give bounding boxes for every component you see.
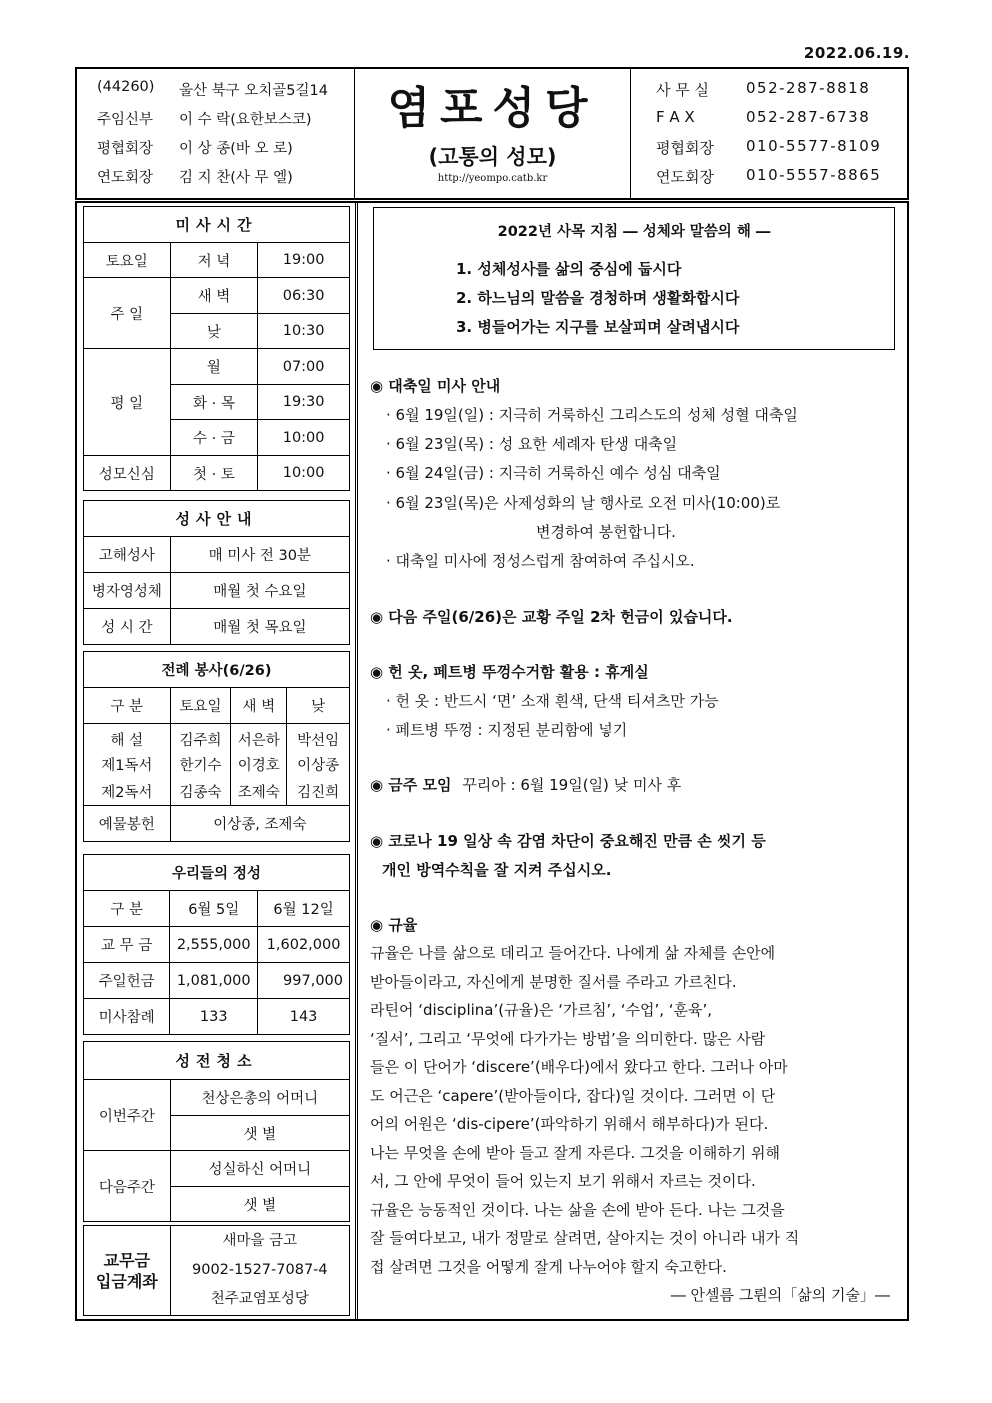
feast-heading: ◉ 대축일 미사 안내	[370, 377, 501, 395]
offering-label: 예물봉헌	[84, 806, 171, 842]
text-line: 어의 어원은 ‘dis-cipere’(파악하기 위해서 해부하다)가 된다.	[370, 1115, 769, 1133]
name-cell: 한기수	[170, 751, 231, 778]
time-cell: 10:00	[258, 456, 350, 491]
address-row	[97, 79, 354, 108]
table-title: 미사시간	[84, 207, 350, 243]
col-header: 토요일	[170, 688, 231, 724]
parish-title-block	[355, 69, 631, 198]
liturgy-table	[83, 651, 350, 842]
account-holder: 천주교염포성당	[210, 1291, 309, 1307]
table-title: 성전청소	[84, 1042, 350, 1080]
text-line: 서, 그 안에 무엇이 들어 있는지 보기 위해서 자르는 것이다.	[370, 1172, 756, 1190]
day-cell: 평 일	[84, 349, 171, 456]
text-line: 접 살려면 그것을 어떻게 잘게 나누어야 할지 숙고한다.	[370, 1257, 727, 1276]
label: 사 무 실	[656, 81, 710, 99]
col-header: 구 분	[84, 688, 171, 724]
table-title: 성사안내	[84, 501, 350, 537]
account-label	[84, 1226, 171, 1316]
name-cell: 김진희	[287, 778, 350, 806]
col-header: 구 분	[84, 891, 170, 927]
amount-cell: 997,000	[258, 963, 350, 999]
label: 연도회장	[97, 170, 154, 186]
label-cell: 병자영성체	[84, 573, 171, 609]
column-divider	[357, 203, 358, 1319]
value: 052-287-8818	[746, 79, 871, 97]
week-label: 다음주간	[84, 1151, 171, 1222]
sacrament-table	[83, 500, 350, 645]
name-cell: 이상종	[287, 751, 350, 778]
week-label: 이번주간	[84, 1080, 171, 1151]
feast-item: · 6월 23일(목)은 사제성화의 날 행사로 오전 미사(10:00)로	[386, 494, 781, 512]
parish-info	[77, 69, 355, 198]
slot-cell: 수 · 금	[170, 420, 258, 456]
team-cell: 성실하신 어머니	[170, 1151, 349, 1187]
team-cell: 샛 별	[170, 1116, 349, 1151]
parish-title: 염포성당	[387, 83, 598, 134]
slot-cell: 화 · 목	[170, 385, 258, 420]
col-header: 6월 12일	[258, 891, 350, 927]
label-cell: 고해성사	[84, 537, 171, 573]
donation-table	[83, 854, 350, 1035]
text-line: 도 어근은 ‘capere’(받아들이다, 잡다)일 것이다. 그러면 이 단	[370, 1086, 776, 1105]
meeting-heading: ◉ 금주 모임	[370, 776, 452, 794]
label: 주임신부	[97, 112, 154, 128]
value: 울산 북구 오치골5길14	[179, 83, 328, 99]
time-cell: 19:30	[258, 385, 350, 420]
label: (44260)	[97, 79, 155, 95]
text-line: 규율은 나를 삶으로 데리고 들어간다. 나에게 삶 자체를 손안에	[370, 944, 776, 962]
account-label-line1: 교무금	[103, 1250, 151, 1270]
council-row	[97, 137, 354, 166]
role-cell: 제1독서	[84, 751, 171, 778]
column-divider	[355, 203, 356, 1319]
label: F A X	[656, 108, 695, 126]
account-number: 9002-1527-7087-4	[192, 1262, 328, 1278]
value: 010-5577-8109	[746, 137, 882, 155]
amount-cell: 1,602,000	[258, 927, 350, 963]
label: 연도회장	[656, 168, 714, 186]
slot-cell: 첫 · 토	[170, 456, 258, 491]
slot-cell: 저 녁	[170, 243, 258, 278]
text-line: 잘 들여다보고, 내가 정말로 살려면, 살아지는 것이 아니라 내가 직	[370, 1229, 800, 1247]
discipline-source: ― 안셀름 그륀의「삶의 기술」―	[670, 1286, 890, 1304]
team-cell: 천상은총의 어머니	[170, 1080, 349, 1116]
label: 평협회장	[97, 141, 154, 157]
text-line: 나는 무엇을 손에 받아 들고 잘게 자른다. 그것을 이해하기 위해	[370, 1143, 780, 1162]
time-cell: 19:00	[258, 243, 350, 278]
name-cell: 박선임	[287, 724, 350, 751]
account-table	[83, 1225, 350, 1316]
text-line: 규율은 능동적인 것이다. 나는 삶을 손에 받아 든다. 나는 그것을	[370, 1200, 785, 1219]
council-phone-row	[656, 137, 907, 166]
mass-times-table	[83, 206, 350, 491]
value-cell: 매월 첫 목요일	[170, 609, 349, 645]
col-header: 새 벽	[231, 688, 287, 724]
pastor-row	[97, 108, 354, 137]
label-cell: 주일헌금	[84, 963, 170, 999]
header	[75, 67, 909, 200]
prayer-group-row	[97, 166, 354, 195]
label-cell: 성 시 간	[84, 609, 171, 645]
role-cell: 제2독서	[84, 778, 171, 806]
value: 이 수 락(요한보스코)	[179, 112, 312, 128]
offering-value: 이상종, 조제숙	[170, 806, 349, 842]
name-cell: 서은하	[231, 724, 287, 751]
name-cell: 조제숙	[231, 778, 287, 806]
day-cell: 성모신심	[84, 456, 171, 491]
corona-notice-line1: ◉ 코로나 19 일상 속 감염 차단이 중요해진 만큼 손 씻기 등	[370, 832, 766, 850]
corona-notice-line2: 개인 방역수칙을 잘 지켜 주십시오.	[382, 861, 612, 879]
pastoral-policy-box	[373, 207, 895, 350]
text-line: 받아들이라고, 자신에게 분명한 질서를 주라고 가르친다.	[370, 972, 737, 991]
value-cell: 매월 첫 수요일	[170, 573, 349, 609]
prayer-phone-row	[656, 166, 907, 195]
recycling-item: · 페트병 뚜껑 : 지정된 분리함에 넣기	[386, 721, 628, 739]
feast-item: · 6월 24일(금) : 지극히 거룩하신 예수 성심 대축일	[386, 464, 721, 482]
office-row	[656, 79, 907, 108]
slot-cell: 새 벽	[170, 278, 258, 314]
parish-subtitle: (고통의 성모)	[428, 145, 557, 169]
discipline-heading: ◉ 규율	[370, 916, 418, 934]
time-cell: 10:00	[258, 420, 350, 456]
label: 평협회장	[656, 139, 714, 157]
slot-cell: 월	[170, 349, 258, 385]
feast-item-continued: 변경하여 봉헌합니다.	[536, 523, 676, 541]
value: 052-287-6738	[746, 108, 871, 126]
col-header: 낮	[287, 688, 350, 724]
slot-cell: 낮	[170, 314, 258, 349]
contact-info	[631, 69, 907, 198]
time-cell: 10:30	[258, 314, 350, 349]
amount-cell: 1,081,000	[170, 963, 258, 999]
day-cell: 토요일	[84, 243, 171, 278]
team-cell: 샛 별	[170, 1187, 349, 1222]
role-cell: 해 설	[84, 724, 171, 751]
policy-item: 1. 성체성사를 삶의 중심에 둡시다	[456, 260, 682, 278]
feast-item: · 6월 19일(일) : 지극히 거룩하신 그리스도의 성체 성혈 대축일	[386, 406, 798, 424]
bulletin-date: 2022.06.19.	[803, 44, 910, 62]
discipline-text	[370, 939, 902, 1310]
day-cell: 주 일	[84, 278, 171, 349]
cleaning-table	[83, 1041, 350, 1222]
name-cell: 김주희	[170, 724, 231, 751]
account-details	[170, 1226, 349, 1316]
name-cell: 이경호	[231, 751, 287, 778]
count-cell: 133	[170, 999, 258, 1035]
value-cell: 매 미사 전 30분	[170, 537, 349, 573]
table-title: 전례 봉사(6/26)	[84, 652, 350, 688]
time-cell: 06:30	[258, 278, 350, 314]
amount-cell: 2,555,000	[170, 927, 258, 963]
count-cell: 143	[258, 999, 350, 1035]
col-header: 6월 5일	[170, 891, 258, 927]
value: 이 상 종(바 오 로)	[179, 141, 293, 157]
policy-item: 3. 병들어가는 지구를 보살피며 살려냅시다	[456, 318, 740, 336]
policy-title: 2022년 사목 지침 ― 성체와 말씀의 해 ―	[497, 224, 771, 240]
text-line: ‘질서’, 그리고 ‘무엇에 다가가는 방법’을 의미한다. 많은 사람	[370, 1029, 766, 1048]
label-cell: 교 무 금	[84, 927, 170, 963]
text-line: 들은 이 단어가 ‘discere’(배우다)에서 왔다고 한다. 그러나 아마	[370, 1058, 788, 1076]
account-label-line2: 입금계좌	[95, 1271, 158, 1291]
bank-name: 새마을 금고	[222, 1233, 298, 1249]
feast-item: · 6월 23일(목) : 성 요한 세례자 탄생 대축일	[386, 435, 678, 453]
recycling-item: · 헌 옷 : 반드시 ‘면’ 소재 흰색, 단색 티셔츠만 가능	[386, 692, 719, 710]
label-cell: 미사참례	[84, 999, 170, 1035]
time-cell: 07:00	[258, 349, 350, 385]
pope-sunday-notice: ◉ 다음 주일(6/26)은 교황 주일 2차 헌금이 있습니다.	[370, 608, 733, 626]
value: 김 지 찬(사 무 엘)	[179, 170, 293, 186]
meeting-text: 꾸리아 : 6월 19일(일) 낮 미사 후	[462, 776, 682, 794]
table-title: 우리들의 정성	[84, 855, 350, 891]
parish-url[interactable]: http://yeompo.catb.kr	[437, 173, 548, 184]
meeting-notice	[370, 774, 681, 795]
policy-item: 2. 하느님의 말씀을 경청하며 생활화합시다	[456, 289, 740, 307]
name-cell: 김종숙	[170, 778, 231, 806]
feast-item: · 대축일 미사에 정성스럽게 참여하여 주십시오.	[386, 552, 695, 570]
text-line: 라틴어 ‘disciplina’(규율)은 ‘가르침’, ‘수업’, ‘훈육’,	[370, 1001, 713, 1019]
value: 010-5557-8865	[746, 166, 882, 184]
recycling-heading: ◉ 헌 옷, 페트병 뚜껑수거함 활용 : 휴게실	[370, 663, 649, 681]
fax-row	[656, 108, 907, 137]
